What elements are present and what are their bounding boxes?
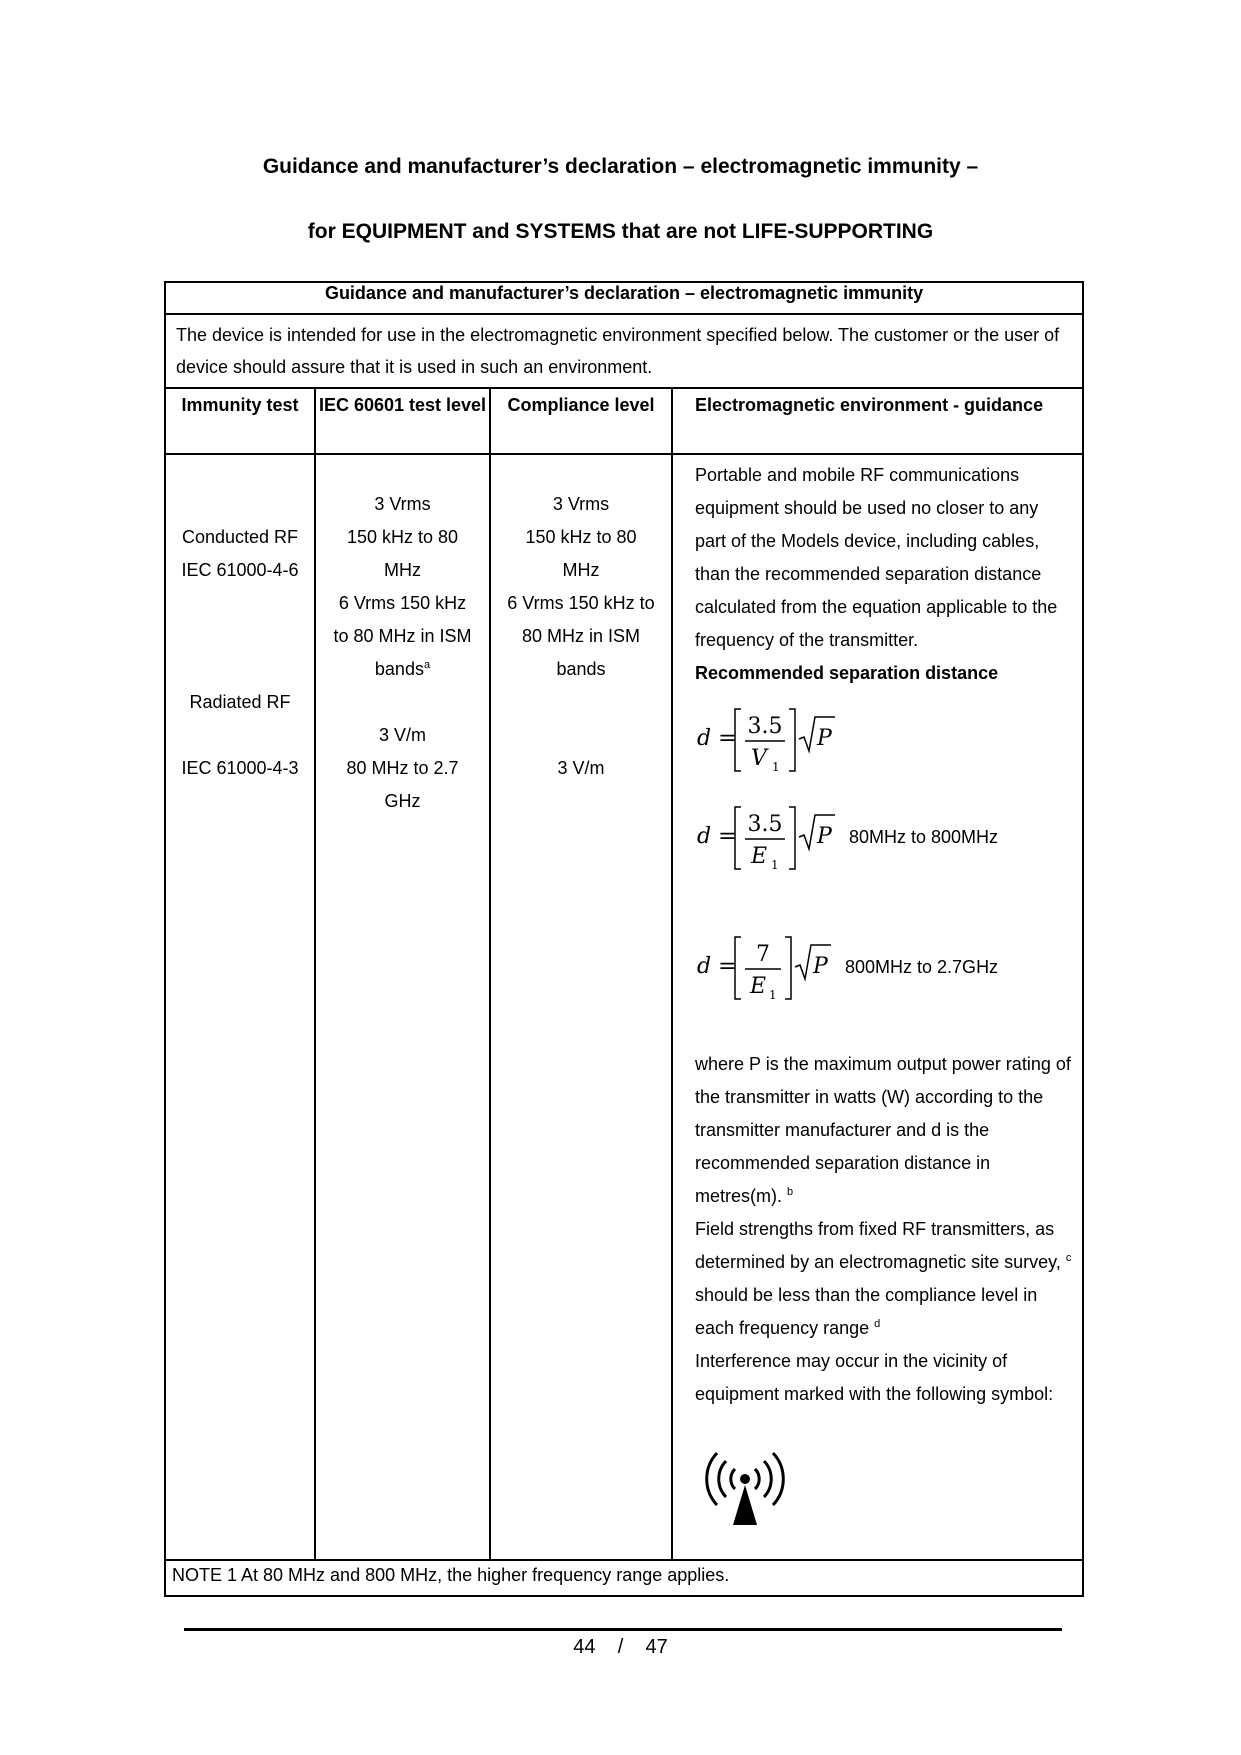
svg-text:P: P: [817, 824, 832, 849]
svg-text:1: 1: [772, 760, 780, 774]
test-level-line: MHz: [384, 560, 421, 580]
conducted-rf-label: Conducted RF: [181, 527, 299, 547]
footnote-a: a: [423, 659, 431, 671]
svg-text:P: P: [817, 726, 832, 751]
guidance-intro: Portable and mobile RF communications equipment should be used no closer to any part of the Models device, including cables, than the recommended separation distance calculated from the equation applicable to the frequency of the transmitter.: [695, 465, 1058, 650]
column-header-guidance: Electromagnetic environment - guidance: [672, 388, 1083, 454]
where-text: where P is the maximum output power rating of the transmitter in watts (W) according to the transmitter manufacturer and d is the recommended separation distance in metres(m). $^b$: [695, 1054, 1071, 1206]
radiated-rf-standard: IEC 61000-4-3: [181, 758, 299, 778]
compliance-line: 150 kHz to 80: [525, 527, 637, 547]
footer-divider: [184, 1628, 1062, 1631]
immunity-table: [164, 281, 1084, 1597]
page-title: Guidance and manufacturer’s declaration – electromagnetic immunity –: [262, 155, 979, 178]
interference-text: Interference may occur in the vicinity of equipment marked with the following symbol:: [695, 1351, 1054, 1404]
svg-text:3.5: 3.5: [747, 714, 783, 739]
recommended-distance-heading: Recommended separation distance: [695, 663, 999, 683]
compliance-line: 3 Vrms: [552, 494, 610, 514]
svg-text:3.5: 3.5: [747, 812, 783, 837]
test-level-radiated: GHz: [384, 791, 421, 811]
table-header: Guidance and manufacturer’s declaration – electromagnetic immunity: [165, 282, 1083, 314]
table-intro: The device is intended for use in the electromagnetic environment specified below. The customer or the user of device should assure that it is used in such an environment.: [165, 314, 1083, 388]
non-ionizing-radiation-icon: [695, 1441, 795, 1531]
test-level-line: 150 kHz to 80: [346, 527, 459, 547]
svg-text:1: 1: [769, 988, 777, 1002]
svg-text:1: 1: [771, 858, 779, 872]
test-level-line: 3 Vrms: [374, 494, 431, 514]
svg-text:E: E: [749, 974, 767, 999]
formula-e1-high: [695, 918, 1072, 1016]
conducted-rf-standard: IEC 61000-4-6: [181, 560, 299, 580]
test-level-line: to 80 MHz in ISM: [333, 626, 472, 646]
column-header-immunity-test: Immunity test: [165, 388, 315, 454]
test-level-line: 6 Vrms 150 kHz: [338, 593, 467, 613]
compliance-line: bands: [556, 659, 606, 679]
page-separator: /: [617, 1636, 624, 1658]
field-strengths-text: Field strengths from fixed RF transmitters, as determined by an electromagnetic site survey, $^c$ should be less than the compliance level in each frequency range $^d$: [695, 1219, 1072, 1338]
svg-text:V: V: [751, 746, 767, 771]
radiated-rf-label: Radiated RF: [189, 692, 291, 712]
column-header-compliance-level: Compliance level: [490, 388, 672, 454]
formula-range-low: 80MHz to 800MHz: [849, 826, 999, 847]
footnote-d: d: [874, 1318, 881, 1330]
footnote-b: b: [787, 1186, 794, 1198]
footnote-c: c: [1065, 1252, 1072, 1264]
svg-text:d =: d =: [697, 824, 737, 849]
column-header-test-level: IEC 60601 test level: [315, 388, 490, 454]
test-level-radiated: 80 MHz to 2.7: [346, 758, 459, 778]
svg-text:d =: d =: [697, 726, 737, 751]
formula-e1-high-graphic: [695, 927, 831, 1007]
formula-v1: [695, 690, 1072, 788]
compliance-level-cell: [490, 454, 672, 1560]
test-level-line: bands$^a$: [374, 659, 431, 679]
test-level-cell: [315, 454, 490, 1560]
svg-text:P: P: [813, 954, 828, 979]
page-subtitle: for EQUIPMENT and SYSTEMS that are not LIFE-SUPPORTING: [307, 220, 934, 243]
guidance-cell: [672, 454, 1083, 1560]
compliance-line: MHz: [562, 560, 600, 580]
formula-range-high: 800MHz to 2.7GHz: [845, 956, 999, 977]
svg-text:7: 7: [756, 942, 770, 967]
table-note: NOTE 1 At 80 MHz and 800 MHz, the higher frequency range applies.: [165, 1560, 1083, 1596]
immunity-test-cell: [165, 454, 315, 1560]
svg-text:d =: d =: [697, 954, 737, 979]
total-pages: 47: [645, 1636, 668, 1658]
formula-e1-low: [695, 788, 1072, 886]
compliance-line: 6 Vrms 150 kHz to: [507, 593, 655, 613]
test-level-radiated: 3 V/m: [378, 725, 426, 745]
current-page: 44: [573, 1636, 596, 1658]
compliance-line: 80 MHz in ISM: [521, 626, 641, 646]
formula-e1-low-graphic: [695, 797, 835, 877]
svg-text:E: E: [750, 844, 768, 869]
compliance-radiated: 3 V/m: [557, 758, 605, 778]
formula-v1-graphic: [695, 699, 835, 779]
page-number: [0, 1636, 1241, 1659]
